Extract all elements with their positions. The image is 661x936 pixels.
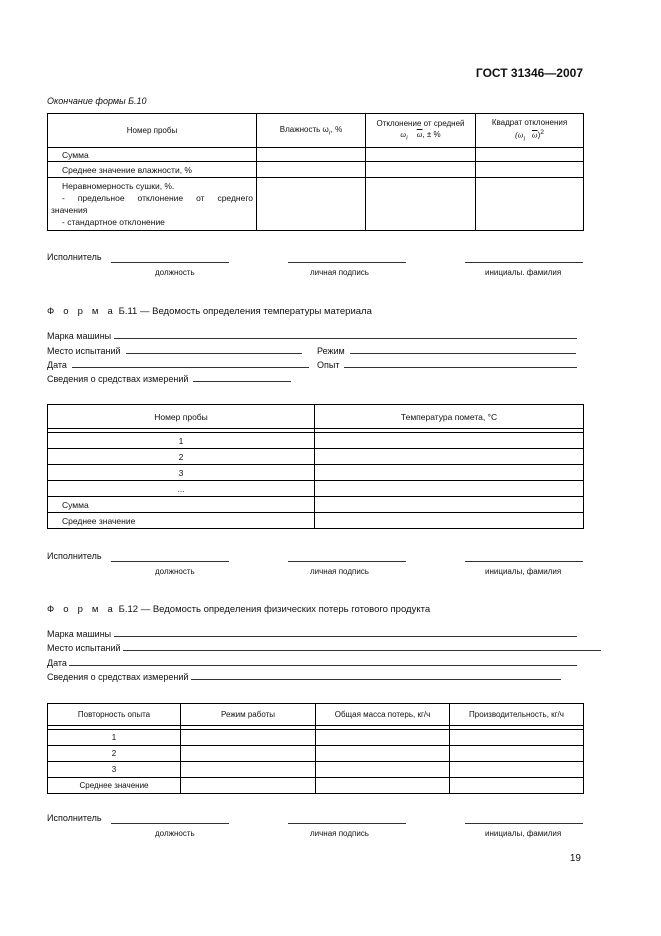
initials-line[interactable]	[465, 262, 583, 263]
position-line[interactable]	[111, 262, 229, 263]
table-row: 2	[48, 746, 181, 762]
col-moisture: Влажность $\omega_i$, %	[257, 114, 366, 148]
page-number: 19	[569, 853, 581, 864]
table-row: ...	[48, 481, 315, 497]
form11-machine-field[interactable]: Марка машины	[47, 331, 577, 341]
row-mean: Среднее значение	[48, 513, 315, 529]
performer-label: Исполнитель	[47, 252, 102, 262]
table-row: 1	[48, 730, 181, 746]
col-mode: Режим работы	[181, 704, 316, 726]
form10-caption: Окончание формы Б.10	[47, 96, 147, 106]
col-loss: Общая масса потерь, кг/ч	[316, 704, 450, 726]
position-caption: должность	[155, 567, 195, 576]
form11-mode-field[interactable]: Режим	[317, 346, 576, 356]
signature-line[interactable]	[288, 262, 406, 263]
initials-line[interactable]	[465, 823, 583, 824]
row-sum: Сумма	[48, 148, 257, 162]
row-mean-moisture: Среднее значение влажности, %	[48, 162, 257, 178]
table-row: 3	[48, 762, 181, 778]
form12-instruments-field[interactable]: Сведения о средствах измерений	[47, 672, 561, 682]
form11-title: Ф о р м а Б.11 — Ведомость определения температуры материала	[47, 306, 372, 317]
form11-table	[47, 404, 584, 529]
performer-label: Исполнитель	[47, 551, 102, 561]
form11-place-field[interactable]: Место испытаний	[47, 346, 302, 356]
form12-table	[47, 703, 584, 794]
row-sum: Сумма	[48, 497, 315, 513]
col-repeat: Повторность опыта	[48, 704, 181, 726]
form12-machine-field[interactable]: Марка машины	[47, 629, 577, 639]
initials-caption: инициалы, фамилия	[485, 567, 562, 576]
signature-line[interactable]	[288, 823, 406, 824]
form12-title: Ф о р м а Б.12 — Ведомость определения физических потерь готового продукта	[47, 604, 431, 615]
position-caption: должность	[155, 268, 195, 277]
col-deviation: Отклонение от средней $\omega_i$ $\overline{\omega}$, ± %	[366, 114, 476, 148]
table-row: 3	[48, 465, 315, 481]
row-unevenness: Неравномерность сушки, %. - предельное отклонение от среднего значения - стандартное отклонение	[48, 178, 257, 231]
form11-instruments-field[interactable]: Сведения о средствах измерений	[47, 374, 291, 384]
table-row: 2	[48, 449, 315, 465]
standard-number: ГОСТ 31346—2007	[475, 66, 583, 80]
col-square: Квадрат отклонения ($\omega_i$ $\overline{\omega})^2$	[476, 114, 584, 148]
initials-line[interactable]	[465, 561, 583, 562]
signature-caption: личная подпись	[310, 829, 369, 838]
performer-label: Исполнитель	[47, 813, 102, 823]
col-productivity: Производительность, кг/ч	[450, 704, 584, 726]
signature-line[interactable]	[288, 561, 406, 562]
form12-place-field[interactable]: Место испытаний	[47, 643, 601, 653]
col-sample: Номер пробы	[48, 114, 257, 148]
signature-caption: личная подпись	[310, 567, 369, 576]
position-line[interactable]	[111, 823, 229, 824]
signature-caption: личная подпись	[310, 268, 369, 277]
form11-experiment-field[interactable]: Опыт	[317, 360, 577, 370]
position-line[interactable]	[111, 561, 229, 562]
form12-date-field[interactable]: Дата	[47, 658, 577, 668]
position-caption: должность	[155, 829, 195, 838]
col-sample-number: Номер пробы	[48, 405, 315, 429]
initials-caption: инициалы. фамилия	[485, 268, 562, 277]
form10-table	[47, 113, 584, 231]
row-mean: Среднее значение	[48, 778, 181, 794]
initials-caption: инициалы, фамилия	[485, 829, 562, 838]
col-temperature: Температура помета, °C	[315, 405, 584, 429]
table-row: 1	[48, 433, 315, 449]
form11-date-field[interactable]: Дата	[47, 360, 309, 370]
